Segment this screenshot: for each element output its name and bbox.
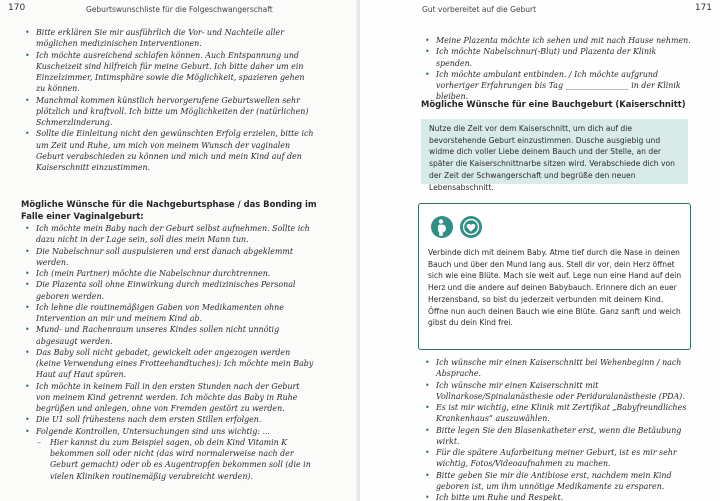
section-heading-cesarean: Mögliche Wünsche für eine Bauchgeburt (Kaiserschnitt)	[421, 99, 686, 109]
right-list-bottom	[422, 357, 696, 501]
list-item: • Manchmal kommen künstlich hervorgerufene Geburtswellen sehr plötzlich und kraftvoll. Ich bitte um Möglichkeiten der (natürlichen) Schmerzlinderung.	[25, 95, 309, 127]
list-item: • Ich wünsche mir einen Kaiserschnitt mit Vollnarkose/Spinalanästhesie oder Periduralanästhesie (PDA).	[425, 380, 685, 401]
page-number-left: 170	[8, 3, 26, 13]
right-list-top	[422, 35, 692, 103]
pregnant-woman-icon	[431, 216, 453, 238]
list-subitem: – Hier kannst du zum Beispiel sagen, ob dein Kind Vitamin K bekommen soll oder nicht (das wird normalerweise nach der Geburt gemacht) oder ob es Augentropfen bekommen soll (die in vielen Kliniken routinemäßig verabreicht werden).	[37, 437, 311, 481]
list-item: • Ich bitte um Ruhe und Respekt.	[425, 493, 564, 501]
list-item: • Mund- und Rachenraum unseres Kindes sollen nicht unnötig abgesaugt werden.	[25, 325, 280, 346]
list-item: • Ich möchte in keinem Fall in den ersten Stunden nach der Geburt von meinem Kind getrennt werden. Ich möchte das Baby in Ruhe begrüßen und anlegen, ohne von Fremden gestört zu werden.	[25, 381, 300, 413]
list-item: • Die Plazenta soll ohne Einwirkung durch medizinisches Personal geboren werden.	[25, 280, 296, 301]
card-text: Verbinde dich mit deinem Baby. Atme tief durch die Nase in deinen Bauch und über den Mund lang aus. Stell dir vor, dein Herz öffnet sich wie eine Blüte. Mach sie weit auf. Lege nun eine Hand auf dein Herz und die andere auf deinen Babybauch. Erinnere dich an euer Herzensband, so bist du jederzeit verbunden mit deinem Kind. Öffne nun auch deinen Bauch wie eine Blüte. Ganz sanft und weich gibst du dein Kind frei.	[428, 248, 682, 328]
heart-icon	[460, 216, 482, 238]
list-item: • Bitte legen Sie den Blasenkatheter erst, wenn die Betäubung wirkt.	[425, 425, 682, 446]
section-heading-vaginal: Mögliche Wünsche für die Nachgeburtsphase / das Bonding im Falle einer Vaginalgeburt:	[21, 199, 317, 221]
list-item: • Bitte erklären Sie mir ausführlich die Vor- und Nachteile aller möglichen medizinischen Interventionen.	[25, 28, 284, 49]
list-item: • Meine Plazenta möchte ich sehen und mit nach Hause nehmen.	[425, 36, 691, 45]
card-icons	[431, 216, 484, 240]
page-number-right: 171	[694, 3, 712, 13]
list-item: • Das Baby soll nicht gebadet, gewickelt oder angezogen werden (keine Verwendung eines Frotteehandtuches): Ich möchte mein Baby Haut auf Haut spüren.	[25, 347, 314, 380]
list-item: • Die Nabelschnur soll auspulsieren und erst danach abgeklemmt werden.	[25, 246, 294, 267]
list-item: • Sollte die Einleitung nicht den gewünschten Erfolg erzielen, bitte ich um Zeit und Ruhe, um mich von meinem Wunsch der vaginalen Geburt verabschieden zu können und mich und mein Kind auf den Kaiserschnitt einzustimmen.	[25, 129, 314, 172]
list-item: • Ich möchte ambulant entbinden. / Ich möchte aufgrund vorheriger Erfahrungen bis Tag ________________ in der Klinik bleiben.	[425, 69, 681, 102]
running-head-left: Geburtswunschliste für die Folgeschwangerschaft	[86, 5, 273, 14]
list-item: • Ich möchte ausreichend schlafen können. Auch Entspannung und Kuscheizeit sind hilfreich für meine Geburt. Ich bitte daher um ein Einzelzimmer, Intimsphäre sowie die Möglichkeit, spazieren gehen zu können.	[25, 50, 305, 94]
right-page	[360, 0, 720, 501]
list-item: • Die U1 soll frühestens nach dem ersten Stillen erfolgen.	[25, 415, 262, 425]
meditation-card	[418, 203, 691, 350]
left-list-top	[22, 27, 316, 173]
list-item: • Ich lehne die routinemäßigen Gaben von Medikamenten ohne Intervention an mir und meinem Kind ab.	[25, 302, 284, 323]
running-head-right: Gut vorbereitet auf die Geburt	[422, 5, 537, 14]
list-item: • Bitte geben Sie mir die Antibiose erst, nachdem mein Kind geboren ist, um ihm unnötige Medikamente zu ersparen.	[425, 470, 672, 491]
list-item: • Ich wünsche mir einen Kaiserschnitt bei Wehenbeginn / nach Absprache.	[425, 358, 682, 379]
list-item: • Für die spätere Aufarbeitung meiner Geburt, ist es mir sehr wichtig, Fotos/Videoaufnahmen zu machen.	[425, 448, 677, 469]
list-item: • Ich möchte Nabelschnur(-Blut) und Plazenta der Klinik spenden.	[425, 47, 657, 68]
list-item: • Ich möchte mein Baby nach der Geburt selbst aufnehmen. Sollte ich dazu nicht in der Lage sein, soll dies mein Mann tun.	[25, 224, 310, 245]
list-item: • Es ist mir wichtig, eine Klinik mit Zertifikat „Babyfreundliches Krankenhaus“ auszuwählen.	[425, 403, 687, 424]
left-list-bottom	[22, 223, 316, 482]
shaded-tip-box: Nutze die Zeit vor dem Kaiserschnitt, um dich auf die bevorstehende Geburt einzustimmen. Dusche ausgiebig und widme dich voller Liebe deinem Bauch und der Stelle, an der später die Kaiserschnittnarbe sitzen wird. Verabschiede dich von der Zeit der Schwangerschaft und begrüße den neuen Lebensabschnitt.	[421, 119, 688, 184]
list-item: • Folgende Kontrollen, Untersuchungen sind uns wichtig: ...	[25, 426, 270, 436]
list-item: • Ich (mein Partner) möchte die Nabelschnur durchtrennen.	[25, 269, 271, 278]
